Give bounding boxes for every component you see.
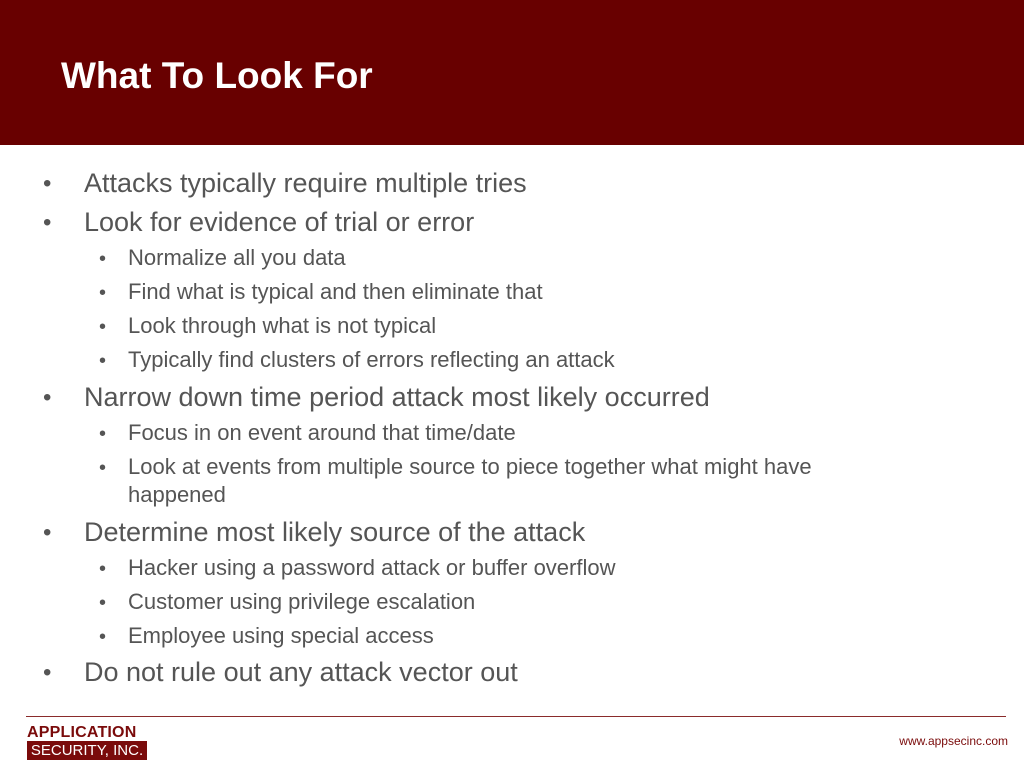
bullet-marker: •: [43, 170, 52, 197]
bullet-attack-vector: Do not rule out any attack vector out: [84, 657, 518, 687]
sub-bullet-customer: Customer using privilege escalation: [128, 589, 476, 614]
sub-bullet-marker: •: [99, 626, 107, 648]
logo-application-text: APPLICATION: [27, 724, 137, 741]
sub-bullet-eliminate-typical: Find what is typical and then eliminate that: [128, 279, 543, 304]
bullet-marker: •: [43, 384, 52, 411]
bullet-likely-source: Determine most likely source of the attack: [84, 517, 586, 547]
sub-bullet-marker: •: [99, 282, 107, 304]
sub-bullet-marker: •: [99, 350, 107, 372]
bullet-attacks-multiple-tries: Attacks typically require multiple tries: [84, 168, 527, 198]
bullet-marker: •: [43, 209, 52, 236]
sub-bullet-marker: •: [99, 558, 107, 580]
sub-bullet-marker: •: [99, 592, 107, 614]
sub-bullet-marker: •: [99, 248, 107, 270]
logo-security-text: SECURITY, INC.: [27, 741, 147, 760]
sub-bullet-multiple-sources-continued: happened: [128, 482, 226, 507]
company-logo: [27, 725, 147, 760]
sub-bullet-employee: Employee using special access: [128, 623, 434, 648]
bullet-evidence-trial-error: Look for evidence of trial or error: [84, 207, 475, 237]
sub-bullet-error-clusters: Typically find clusters of errors reflecting an attack: [128, 347, 615, 372]
website-url: www.appsecinc.com: [899, 734, 1008, 748]
sub-bullet-marker: •: [99, 457, 107, 479]
sub-bullet-not-typical: Look through what is not typical: [128, 313, 437, 338]
bullet-narrow-time-period: Narrow down time period attack most likely occurred: [84, 382, 710, 412]
sub-bullet-focus-event: Focus in on event around that time/date: [128, 420, 516, 445]
slide-title: What To Look For: [61, 55, 373, 96]
sub-bullet-marker: •: [99, 423, 107, 445]
sub-bullet-hacker: Hacker using a password attack or buffer overflow: [128, 555, 616, 580]
bullet-marker: •: [43, 659, 52, 686]
sub-bullet-normalize-data: Normalize all you data: [128, 245, 346, 270]
sub-bullet-multiple-sources: Look at events from multiple source to piece together what might have: [128, 454, 812, 479]
sub-bullet-marker: •: [99, 316, 107, 338]
footer-divider: [26, 716, 1006, 717]
bullet-marker: •: [43, 519, 52, 546]
